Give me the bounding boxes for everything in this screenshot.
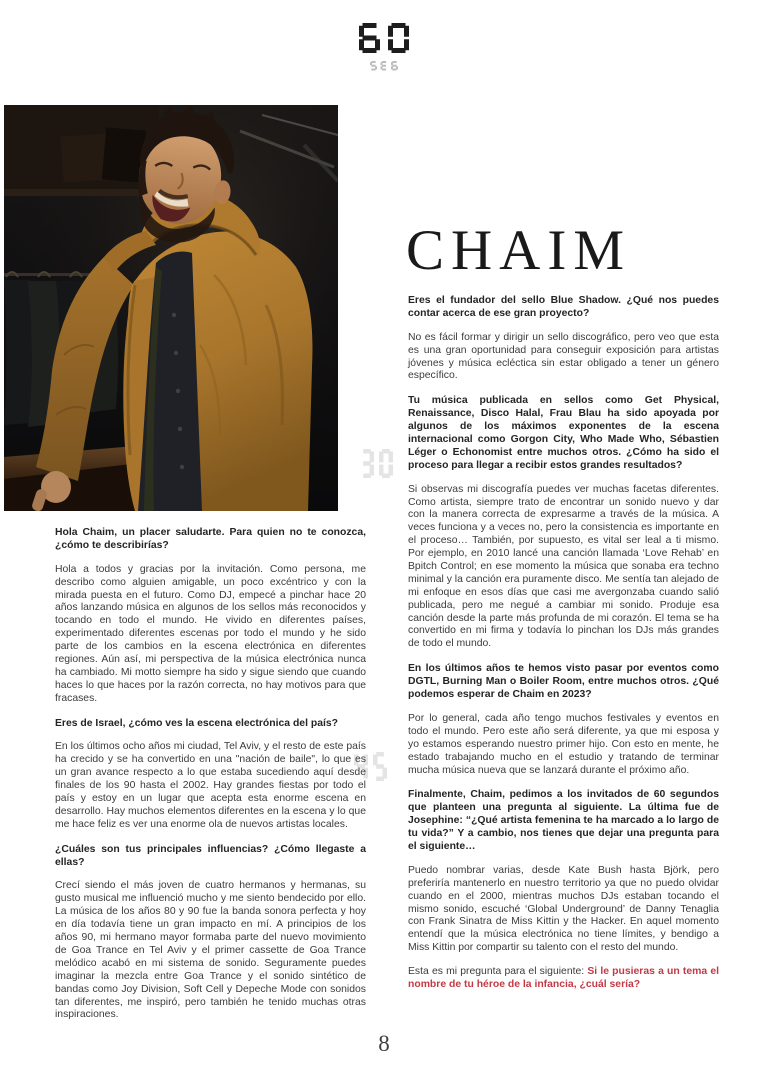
interview-column-left	[55, 527, 366, 1033]
interview-question: Eres el fundador del sello Blue Shadow. ¿Qué nos puedes contar acerca de ese gran proyecto?	[408, 295, 719, 319]
sixty-seconds-logo	[0, 23, 768, 53]
interview-question: Finalmente, Chaim, pedimos a los invitados de 60 segundos que planteen una pregunta al siguiente. La última fue de Josephine: “¿Qué artista femenina te ha marcado a lo largo de tu vida?” Y a cambio, nos tienes que dejar una pregunta para el siguiente…	[408, 789, 719, 852]
interview-column-right	[406, 219, 719, 1003]
interview-answer: Si observas mi discografía puedes ver muchas facetas diferentes. Como artista, siempre trato de encontrar un sonido nuevo y dar con la manera correcta de expresarme a través de la música. A veces funciona y a veces no, pero la consistencia es importante en el proceso… También, por supuesto, es vital ser leal a ti mismo. Por ejemplo, en 2010 lancé una canción llamada ‘Love Rehab’ en Bpitch Control; en ese momento la música que sonaba era techno minimal y la canción era puramente disco. Me sentía tan alejado de mi enfoque en esos días que casi me avergonzaba cuando salió publicada, pero me negué a cambiar mi sonido. Produje esa canción desde la parte más profunda de mi corazón. El tema se ha convertido en mi firma y todavía lo pinchan los DJs más grandes de todo el mundo.	[408, 483, 719, 650]
interview-question: Tu música publicada en sellos como Get Physical, Renaissance, Disco Halal, Frau Blau ha sido apoyada por algunos de los máximos exponentes de la escena internacional como Gorgon City, Who Made Who, Sébastien Léger o Echonomist entre muchos otros. ¿Cómo ha sido el proceso para llegar a recibir estos grandes resultados?	[408, 395, 719, 471]
interview-question: ¿Cuáles son tus principales influencias? ¿Cómo llegaste a ellas?	[55, 843, 366, 868]
interview-question: Hola Chaim, un placer saludarte. Para quien no te conozca, ¿cómo te describirías?	[55, 527, 366, 551]
interview-answer: Puedo nombrar varias, desde Kate Bush hasta Björk, pero preferiría mantenerlo en nuestro territorio ya que no puedo olvidar cuando en el 2000, mientras muchos DJs estaban tocando el mismo sonido, escuché ‘Global Underground’ de Danny Tenaglia con Frank Sinatra de Miss Kittin y the Hacker. En aquel momento entendí que la música electrónica no tiene límites, y bendigo a Miss Kittin por compartir su talento con el resto del mundo.	[408, 864, 719, 954]
page-number: 8	[378, 1031, 390, 1056]
article-title: CHAIM	[406, 219, 632, 282]
interview-question: En los últimos años te hemos visto pasar por eventos como DGTL, Burning Man o Boiler Room, entre muchos otros. ¿Qué podemos esperar de Chaim en 2023?	[408, 663, 719, 701]
closing-prefix: Esta es mi pregunta para el siguiente:	[408, 966, 588, 978]
artist-photo-illustration	[4, 105, 338, 511]
interview-right-body	[408, 295, 719, 955]
interview-question: Eres de Israel, ¿cómo ves la escena electrónica del país?	[55, 717, 338, 729]
interview-answer: Hola a todos y gracias por la invitación. Como persona, me describo como alguien amigable, un poco excéntrico y con la mirada puesta en el futuro. Como DJ, empecé a pinchar hace 20 años lanzando música en algunos de los sellos más reconocidos y tocando en todo el mundo. He vivido en diferentes países, experimentado diferentes escenas por todo el mundo y he sido parte de los cambios en la escena electrónica en diferentes regiones. Aún así, mi perspectiva de la música electrónica nunca ha cambiado. Mi motto siempre ha sido y sigue siendo que cuando haces lo que haces por la razón correcta, no hay motivos para que fracases.	[55, 563, 366, 704]
masthead	[0, 23, 768, 71]
margin-counter-30	[360, 449, 393, 478]
closing-paragraph	[408, 966, 719, 992]
interview-answer: En los últimos ocho años mi ciudad, Tel Aviv, y el resto de este país ha crecido y se ha convertido en una "nación de baile", lo que es un gran avance respecto a lo que estaba sucediendo aquí desde finales de los 90 hasta el 2002. Hay grandes fiestas por todo el país y estoy en un lugar que acepta esta enorme escena en desarrollo. Hay muchos elementos diferentes en la escena y lo que me hace feliz es ver una enorme ola de nuevos artistas locales.	[55, 741, 366, 830]
interview-answer: No es fácil formar y dirigir un sello discográfico, pero veo que esta es una gran oportunidad para conseguir exposición para artistas jóvenes y música ecléctica sin estar obligado a tener un género específico.	[408, 331, 719, 382]
closing-question-highlight: Si le pusieras a un tema el nombre de tu héroe de la infancia, ¿cuál sería?	[408, 966, 719, 990]
artist-photo	[4, 105, 338, 511]
interview-answer: Por lo general, cada año tengo muchos festivales y eventos en todo el mundo. Pero este año será diferente, ya que mi esposa y yo estamos esperando nuestro primer hijo. Con esto en mente, he estado trabajando mucho en el estudio y tratando de terminar mucha música nueva que se lanzará durante el próximo año.	[408, 712, 719, 776]
interview-answer: Crecí siendo el más joven de cuatro hermanos y hermanas, su gusto musical me influenció mucho y me siento bendecido por ello. La música de los años 80 y 90 fue la banda sonora perfecta y hoy en día todavía tiene un gran impacto en mí. A principios de los años 90, mi hermano mayor formaba parte del nuevo movimiento de Goa Trance en Tel Aviv y el primer cassette de Goa Trance melódico acabó en mi sistema de sonido. Seguramente puedes imaginar la mezcla entre Goa Trance y el sonido sintético de bandas como Joy Division, Soft Cell y Depeche Mode con sonidos tan diferentes, me inspiró, pero también he tenido muchas otras inspiraciones.	[55, 880, 366, 1021]
seg-logo-label	[0, 61, 768, 71]
